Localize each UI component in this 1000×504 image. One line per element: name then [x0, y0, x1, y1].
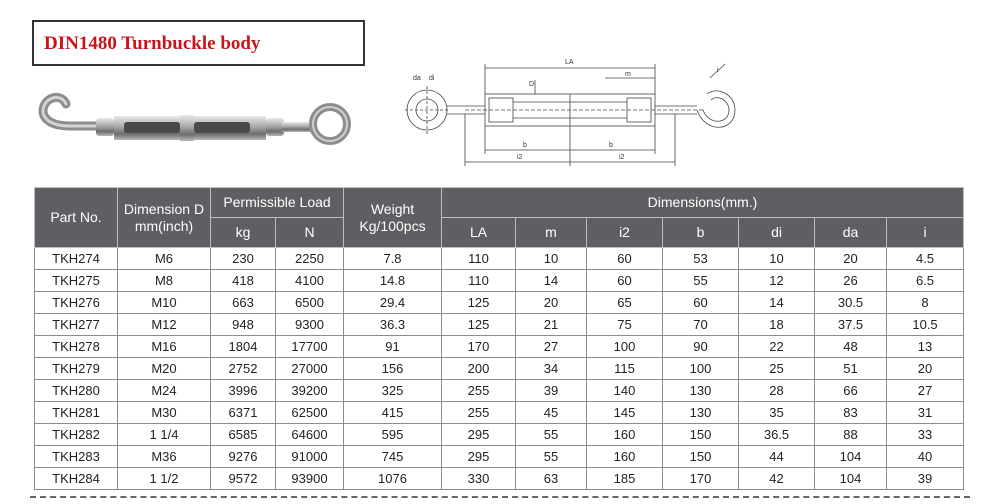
table-cell: 1 1/4 — [118, 424, 211, 446]
table-cell: 230 — [211, 248, 276, 270]
divider — [30, 496, 970, 498]
table-cell: 200 — [442, 358, 516, 380]
table-cell: 110 — [442, 270, 516, 292]
label-D: D — [529, 81, 535, 88]
table-cell: M24 — [118, 380, 211, 402]
table-cell: 9300 — [276, 314, 344, 336]
table-cell: 6585 — [211, 424, 276, 446]
table-cell: 88 — [815, 424, 887, 446]
table-cell: 91000 — [276, 446, 344, 468]
label-b-left: b — [523, 142, 527, 149]
table-cell: 8 — [887, 292, 964, 314]
label-m: m — [625, 71, 631, 78]
table-cell: 20 — [516, 292, 587, 314]
table-cell: 150 — [663, 446, 739, 468]
table-cell: 4.5 — [887, 248, 964, 270]
table-cell: 21 — [516, 314, 587, 336]
table-cell: 418 — [211, 270, 276, 292]
table-cell: TKH283 — [35, 446, 118, 468]
header-da: da — [815, 218, 887, 248]
table-cell: 25 — [739, 358, 815, 380]
table-cell: TKH282 — [35, 424, 118, 446]
table-cell: TKH284 — [35, 468, 118, 490]
table-cell: M12 — [118, 314, 211, 336]
header-b: b — [663, 218, 739, 248]
table-cell: 40 — [887, 446, 964, 468]
table-cell: 60 — [587, 270, 663, 292]
table-cell: 140 — [587, 380, 663, 402]
table-cell: 55 — [516, 424, 587, 446]
table-cell: 948 — [211, 314, 276, 336]
table-cell: 14 — [516, 270, 587, 292]
table-cell: TKH276 — [35, 292, 118, 314]
label-b-right: b — [609, 142, 613, 149]
table-cell: 295 — [442, 424, 516, 446]
header-di: di — [739, 218, 815, 248]
table-cell: 36.5 — [739, 424, 815, 446]
table-cell: 255 — [442, 402, 516, 424]
table-cell: 156 — [344, 358, 442, 380]
table-cell: 75 — [587, 314, 663, 336]
table-cell: 91 — [344, 336, 442, 358]
table-cell: 60 — [587, 248, 663, 270]
table-row — [35, 402, 964, 424]
table-cell: 83 — [815, 402, 887, 424]
table-cell: 28 — [739, 380, 815, 402]
label-i2-right: i2 — [619, 154, 625, 161]
header-permissible-load: Permissible Load — [211, 188, 344, 218]
header-weight: Weight Kg/100pcs — [344, 188, 442, 248]
table-cell: 130 — [663, 380, 739, 402]
table-cell: 185 — [587, 468, 663, 490]
table-cell: 2752 — [211, 358, 276, 380]
table-cell: TKH277 — [35, 314, 118, 336]
table-row — [35, 270, 964, 292]
table-cell: 48 — [815, 336, 887, 358]
label-i2-left: i2 — [517, 154, 523, 161]
table-cell: 27 — [887, 380, 964, 402]
table-cell: 70 — [663, 314, 739, 336]
table-cell: 130 — [663, 402, 739, 424]
table-cell: 255 — [442, 380, 516, 402]
table-cell: 51 — [815, 358, 887, 380]
table-cell: 1804 — [211, 336, 276, 358]
table-cell: 13 — [887, 336, 964, 358]
table-cell: 160 — [587, 424, 663, 446]
header-n: N — [276, 218, 344, 248]
label-LA: LA — [565, 59, 574, 66]
title-box — [32, 20, 365, 66]
table-cell: 6500 — [276, 292, 344, 314]
table-cell: 53 — [663, 248, 739, 270]
table-cell: M6 — [118, 248, 211, 270]
table-cell: 6371 — [211, 402, 276, 424]
table-cell: 104 — [815, 468, 887, 490]
header-i2: i2 — [587, 218, 663, 248]
table-cell: 93900 — [276, 468, 344, 490]
table-cell: 9276 — [211, 446, 276, 468]
table-cell: 27 — [516, 336, 587, 358]
table-cell: 35 — [739, 402, 815, 424]
table-cell: 29.4 — [344, 292, 442, 314]
table-cell: 10 — [516, 248, 587, 270]
turnbuckle-photo — [30, 82, 360, 162]
table-cell: 7.8 — [344, 248, 442, 270]
table-cell: 22 — [739, 336, 815, 358]
table-cell: 17700 — [276, 336, 344, 358]
table-cell: 55 — [516, 446, 587, 468]
table-row — [35, 358, 964, 380]
header-kg: kg — [211, 218, 276, 248]
table-cell: 10.5 — [887, 314, 964, 336]
table-row — [35, 424, 964, 446]
table-cell: TKH281 — [35, 402, 118, 424]
table-cell: 100 — [587, 336, 663, 358]
table-cell: 18 — [739, 314, 815, 336]
table-cell: 745 — [344, 446, 442, 468]
table-cell: 90 — [663, 336, 739, 358]
table-cell: 45 — [516, 402, 587, 424]
table-cell: 12 — [739, 270, 815, 292]
table-row — [35, 336, 964, 358]
table-cell: M30 — [118, 402, 211, 424]
table-cell: 20 — [887, 358, 964, 380]
table-cell: 104 — [815, 446, 887, 468]
table-cell: 44 — [739, 446, 815, 468]
table-cell: 27000 — [276, 358, 344, 380]
table-cell: 26 — [815, 270, 887, 292]
table-cell: M36 — [118, 446, 211, 468]
table-cell: TKH278 — [35, 336, 118, 358]
table-row — [35, 380, 964, 402]
table-cell: 160 — [587, 446, 663, 468]
table-cell: 150 — [663, 424, 739, 446]
table-cell: 30.5 — [815, 292, 887, 314]
table-cell: 39 — [516, 380, 587, 402]
header-i: i — [887, 218, 964, 248]
table-cell: 20 — [815, 248, 887, 270]
table-cell: 330 — [442, 468, 516, 490]
table-body — [35, 248, 964, 490]
header-dimensions: Dimensions(mm.) — [442, 188, 964, 218]
table-cell: 100 — [663, 358, 739, 380]
table-cell: 66 — [815, 380, 887, 402]
header-part-no: Part No. — [35, 188, 118, 248]
table-cell: 110 — [442, 248, 516, 270]
table-cell: M8 — [118, 270, 211, 292]
table-cell: 36.3 — [344, 314, 442, 336]
table-cell: 325 — [344, 380, 442, 402]
table-row — [35, 314, 964, 336]
table-cell: 63 — [516, 468, 587, 490]
label-da: da — [413, 75, 421, 82]
table-cell: 34 — [516, 358, 587, 380]
table-cell: 3996 — [211, 380, 276, 402]
specification-table — [34, 187, 964, 490]
table-cell: 55 — [663, 270, 739, 292]
table-cell: M10 — [118, 292, 211, 314]
table-cell: 37.5 — [815, 314, 887, 336]
table-cell: 595 — [344, 424, 442, 446]
table-cell: 62500 — [276, 402, 344, 424]
table-cell: TKH274 — [35, 248, 118, 270]
table-cell: 115 — [587, 358, 663, 380]
label-i: i — [717, 67, 719, 74]
table-cell: 1076 — [344, 468, 442, 490]
table-cell: TKH280 — [35, 380, 118, 402]
table-cell: 125 — [442, 292, 516, 314]
table-cell: 415 — [344, 402, 442, 424]
technical-drawing — [405, 50, 745, 182]
header-LA: LA — [442, 218, 516, 248]
table-cell: 145 — [587, 402, 663, 424]
table-cell: 295 — [442, 446, 516, 468]
table-row — [35, 468, 964, 490]
page-title: DIN1480 Turnbuckle body — [44, 33, 261, 54]
table-cell: 65 — [587, 292, 663, 314]
table-cell: 33 — [887, 424, 964, 446]
table-row — [35, 446, 964, 468]
table-cell: 9572 — [211, 468, 276, 490]
table-cell: 125 — [442, 314, 516, 336]
table-cell: 14.8 — [344, 270, 442, 292]
table-cell: 39 — [887, 468, 964, 490]
table-cell: 10 — [739, 248, 815, 270]
header-m: m — [516, 218, 587, 248]
table-cell: 6.5 — [887, 270, 964, 292]
label-di: di — [429, 75, 435, 82]
table-cell: 170 — [442, 336, 516, 358]
table-cell: 64600 — [276, 424, 344, 446]
table-cell: 60 — [663, 292, 739, 314]
table-cell: TKH279 — [35, 358, 118, 380]
table-row — [35, 292, 964, 314]
table-cell: TKH275 — [35, 270, 118, 292]
table-cell: 14 — [739, 292, 815, 314]
table-cell: M20 — [118, 358, 211, 380]
header-dimension: Dimension D mm(inch) — [118, 188, 211, 248]
table-cell: 4100 — [276, 270, 344, 292]
table-cell: 663 — [211, 292, 276, 314]
table-cell: 1 1/2 — [118, 468, 211, 490]
table-cell: M16 — [118, 336, 211, 358]
table-cell: 170 — [663, 468, 739, 490]
table-row — [35, 248, 964, 270]
table-cell: 31 — [887, 402, 964, 424]
table-cell: 42 — [739, 468, 815, 490]
table-cell: 39200 — [276, 380, 344, 402]
table-cell: 2250 — [276, 248, 344, 270]
